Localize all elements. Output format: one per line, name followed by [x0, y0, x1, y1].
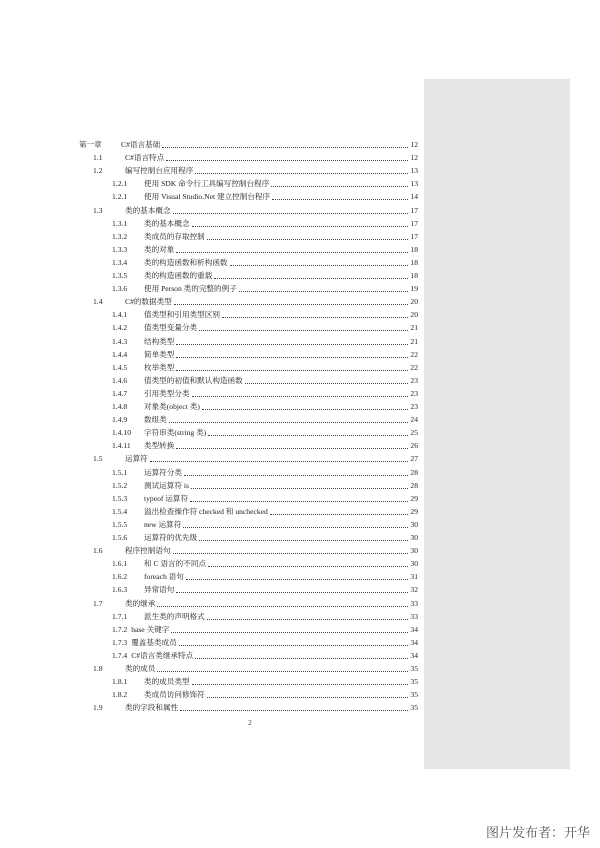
toc-entry[interactable]: [112, 583, 418, 596]
toc-entry-number: 1.4.1: [112, 310, 128, 320]
toc-entry-number: 1.4.7: [112, 388, 128, 398]
toc-dot-leader: [166, 160, 408, 161]
toc-entry[interactable]: [112, 190, 418, 203]
toc-entry[interactable]: [112, 256, 418, 269]
toc-entry-page: 21: [410, 323, 418, 333]
toc-entry[interactable]: [112, 243, 418, 256]
toc-entry-title: 字符串类(string 类): [144, 428, 207, 438]
toc-entry-page: 18: [410, 271, 418, 280]
toc-dot-leader: [195, 658, 408, 659]
toc-entry[interactable]: [112, 439, 418, 452]
toc-entry-number: 1.7.4: [112, 650, 128, 660]
toc-entry[interactable]: [112, 269, 418, 282]
toc-entry-title: foreach 语句: [144, 572, 184, 582]
toc-entry-page: 23: [410, 402, 418, 411]
toc-entry-page: 17: [410, 218, 418, 228]
toc-entry[interactable]: [112, 492, 418, 505]
toc-entry-page: 34: [410, 624, 418, 634]
toc-entry-number: 1.3.5: [112, 271, 128, 280]
toc-dot-leader: [157, 671, 408, 672]
toc-entry[interactable]: [112, 466, 418, 479]
toc-entry-page: 17: [410, 205, 418, 215]
toc-entry[interactable]: [112, 557, 418, 570]
toc-entry-number: 1.6.3: [112, 585, 128, 595]
toc-dot-leader: [222, 317, 408, 318]
comment-sidebar: [424, 79, 570, 769]
toc-dot-leader: [191, 488, 408, 489]
toc-entry[interactable]: [112, 610, 418, 623]
toc-dot-leader: [179, 645, 409, 646]
toc-entry-title: C#的数据类型: [125, 297, 172, 307]
toc-entry-page: 34: [410, 650, 418, 660]
toc-entry-title: C#语言基础: [121, 140, 161, 149]
toc-entry-page: 22: [410, 362, 418, 372]
toc-entry-number: 1.4.6: [112, 375, 128, 385]
toc-entry-title: 结构类型: [144, 336, 175, 346]
toc-entry-title: 使用 Visual Studio.Net 建立控制台程序: [144, 192, 271, 202]
toc-entry-number: 1.6.1: [112, 559, 128, 569]
toc-entry[interactable]: [112, 308, 418, 321]
toc-entry-page: 33: [410, 598, 418, 608]
toc-dot-leader: [214, 278, 408, 279]
toc-entry-page: 30: [410, 519, 418, 529]
toc-dot-leader: [169, 422, 409, 423]
toc-dot-leader: [192, 396, 409, 397]
toc-dot-leader: [176, 252, 408, 253]
toc-entry[interactable]: [93, 204, 418, 217]
toc-entry-title: 测试运算符 is: [144, 480, 189, 490]
toc-entry[interactable]: [112, 649, 418, 662]
toc-entry-page: 33: [410, 611, 418, 621]
toc-entry-title: 使用 SDK 命令行工具编写控制台程序: [144, 179, 270, 189]
toc-entry-title: 类的字段和属性: [125, 703, 179, 713]
toc-entry-number: 1.7: [93, 598, 103, 608]
toc-entry-number: 1.8.2: [112, 690, 128, 700]
toc-entry[interactable]: [112, 387, 418, 400]
toc-dot-leader: [176, 592, 408, 593]
toc-entry-number: 1.4.9: [112, 415, 128, 425]
toc-entry[interactable]: [112, 321, 418, 334]
toc-entry-number: 1.5.2: [112, 480, 128, 490]
toc-entry-title: 数组类: [144, 415, 167, 425]
toc-dot-leader: [190, 501, 408, 502]
toc-entry-page: 32: [410, 585, 418, 595]
toc-dot-leader: [271, 186, 408, 187]
page-number: 2: [248, 719, 252, 727]
toc-entry-page: 23: [410, 388, 418, 398]
toc-entry-number: 1.5.4: [112, 506, 128, 516]
toc-dot-leader: [195, 173, 408, 174]
toc-entry-page: 35: [410, 664, 418, 673]
toc-entry-page: 30: [410, 533, 418, 542]
toc-dot-leader: [173, 553, 409, 554]
toc-entry-page: 35: [410, 677, 418, 687]
toc-entry-number: 1.4.5: [112, 362, 128, 372]
toc-entry-number: 1.3.3: [112, 244, 128, 254]
toc-entry-number: 第一章: [79, 140, 102, 149]
toc-dot-leader: [174, 304, 409, 305]
toc-dot-leader: [186, 579, 409, 580]
toc-entry-page: 17: [410, 231, 418, 241]
toc-entry[interactable]: [93, 452, 418, 465]
toc-entry-title: 类成员的存取控制: [144, 231, 205, 241]
toc-entry-page: 23: [410, 375, 418, 385]
toc-entry-number: 1.9: [93, 703, 103, 713]
toc-entry-page: 29: [410, 493, 418, 503]
toc-entry-page: 22: [410, 349, 418, 359]
toc-entry-page: 13: [410, 179, 418, 189]
toc-entry-title: 类型转换: [144, 441, 175, 451]
toc-entry-number: 1.4.4: [112, 349, 128, 359]
toc-entry-page: 12: [410, 140, 418, 149]
toc-dot-leader: [207, 619, 409, 620]
toc-entry-title: 类的继承: [125, 598, 156, 608]
toc-entry[interactable]: [112, 230, 418, 243]
toc-entry-number: 1.2.1: [112, 192, 128, 202]
toc-entry-page: 30: [410, 559, 418, 569]
toc-entry[interactable]: [112, 177, 418, 190]
toc-entry-number: 1.2.1: [112, 179, 128, 189]
toc-entry-page: 18: [410, 244, 418, 254]
toc-entry-page: 31: [410, 572, 418, 582]
toc-entry-title: C#语言特点: [125, 153, 165, 163]
toc-entry-title: 枚举类型: [144, 362, 175, 372]
toc-entry-number: 1.3.2: [112, 231, 128, 241]
toc-entry-number: 1.4.8: [112, 402, 128, 411]
toc-entry-title: C#语言类继承特点: [131, 650, 194, 660]
toc-dot-leader: [192, 684, 409, 685]
toc-dot-leader: [173, 213, 409, 214]
toc-entry-title: 值类型的初值和默认构造函数: [144, 375, 243, 385]
toc-entry-title: 溢出检查操作符 checked 和 unchecked: [144, 506, 268, 516]
toc-entry-number: 1.3.6: [112, 284, 128, 294]
toc-entry[interactable]: [112, 426, 418, 439]
toc-entry-page: 28: [410, 480, 418, 490]
publisher-watermark: 图片发布者：开华: [485, 826, 590, 841]
toc-entry-number: 1.1: [93, 153, 103, 163]
toc-dot-leader: [270, 514, 409, 515]
toc-entry-title: 引用类型分类: [144, 388, 190, 398]
toc-entry[interactable]: [93, 662, 418, 675]
toc-dot-leader: [176, 370, 408, 371]
toc-entry[interactable]: [112, 675, 418, 688]
toc-entry-number: 1.8.1: [112, 677, 128, 687]
toc-entry-number: 1.5.6: [112, 533, 128, 542]
toc-entry-title: 覆盖基类成员: [131, 637, 177, 647]
toc-entry-title: 运算符的优先级: [144, 533, 198, 542]
toc-entry-page: 14: [410, 192, 418, 202]
toc-entry-number: 1.8: [93, 664, 103, 673]
toc-entry-title: 类的构造函数的重载: [144, 271, 213, 280]
toc-entry-number: 1.6.2: [112, 572, 128, 582]
toc-entry-number: 1.7.2: [112, 624, 128, 634]
toc-entry-page: 18: [410, 257, 418, 267]
toc-entry-title: base 关键字: [131, 624, 170, 634]
toc-entry-title: typeof 运算符: [144, 493, 189, 503]
toc-entry-page: 29: [410, 506, 418, 516]
toc-entry-title: 类的对象: [144, 244, 175, 254]
toc-entry-number: 1.5.1: [112, 467, 128, 477]
toc-entry-title: 运算符: [125, 454, 148, 464]
toc-entry[interactable]: [112, 335, 418, 348]
toc-entry-title: 和 C 语言的不同点: [144, 559, 207, 569]
toc-entry-number: 1.4.11: [112, 441, 131, 451]
toc-entry-title: 使用 Person 类的完整的例子: [144, 284, 237, 294]
toc-entry[interactable]: [112, 518, 418, 531]
toc-entry-number: 1.5: [93, 454, 103, 464]
toc-entry-page: 24: [410, 415, 418, 425]
toc-entry[interactable]: [112, 479, 418, 492]
toc-dot-leader: [207, 697, 409, 698]
toc-dot-leader: [176, 357, 408, 358]
toc-entry[interactable]: [112, 531, 418, 544]
toc-entry-page: 13: [410, 166, 418, 176]
toc-entry-title: 类的成员: [125, 664, 156, 673]
toc-entry-title: 类的构造函数和析构函数: [144, 257, 228, 267]
toc-entry-number: 1.4.3: [112, 336, 128, 346]
toc-entry-page: 27: [410, 454, 418, 464]
toc-entry[interactable]: [112, 688, 418, 701]
toc-entry[interactable]: [112, 570, 418, 583]
toc-dot-leader: [150, 461, 409, 462]
toc-dot-leader: [202, 409, 409, 410]
toc-dot-leader: [199, 540, 408, 541]
toc-dot-leader: [157, 606, 408, 607]
toc-dot-leader: [162, 147, 408, 148]
toc-entry-number: 1.5.5: [112, 519, 128, 529]
toc-entry-page: 34: [410, 637, 418, 647]
toc-entry[interactable]: [112, 636, 418, 649]
toc-dot-leader: [208, 566, 408, 567]
toc-entry[interactable]: [79, 138, 418, 151]
toc-entry[interactable]: [112, 282, 418, 295]
toc-entry[interactable]: [112, 348, 418, 361]
toc-entry-page: 26: [410, 441, 418, 451]
toc-entry-title: 编写控制台应用程序: [125, 166, 194, 176]
toc-entry-title: 派生类的声明格式: [144, 611, 205, 621]
toc-entry-title: 值类型变量分类: [144, 323, 198, 333]
toc-entry-number: 1.7.1: [112, 611, 128, 621]
toc-entry-page: 35: [410, 703, 418, 713]
toc-entry-number: 1.4: [93, 297, 103, 307]
toc-entry[interactable]: [93, 164, 418, 177]
toc-entry-page: 20: [410, 297, 418, 307]
toc-entry-title: 类的成员类型: [144, 677, 190, 687]
toc-entry-page: 30: [410, 546, 418, 556]
toc-entry[interactable]: [93, 295, 418, 308]
toc-entry-title: 运算符分类: [144, 467, 182, 477]
toc-dot-leader: [184, 475, 408, 476]
toc-entry-title: 类成员访问修饰符: [144, 690, 205, 700]
toc-dot-leader: [272, 199, 408, 200]
toc-entry-title: 值类型和引用类型区别: [144, 310, 220, 320]
toc-dot-leader: [171, 632, 408, 633]
toc-entry[interactable]: [112, 623, 418, 636]
toc-dot-leader: [208, 435, 408, 436]
toc-entry[interactable]: [112, 505, 418, 518]
toc-entry-number: 1.3.1: [112, 218, 128, 228]
toc-entry[interactable]: [93, 597, 418, 610]
toc-entry-number: 1.3.4: [112, 257, 128, 267]
toc-dot-leader: [199, 330, 408, 331]
toc-entry-page: 19: [410, 284, 418, 294]
toc-entry-page: 25: [410, 428, 418, 438]
toc-dot-leader: [176, 448, 408, 449]
toc-entry[interactable]: [112, 413, 418, 426]
toc-entry-number: 1.2: [93, 166, 103, 176]
toc-entry[interactable]: [112, 374, 418, 387]
toc-dot-leader: [230, 265, 409, 266]
toc-entry-title: 程序控制语句: [125, 546, 171, 556]
toc-dot-leader: [192, 226, 409, 227]
toc-entry[interactable]: [93, 544, 418, 557]
toc-entry[interactable]: [112, 217, 418, 230]
toc-dot-leader: [245, 383, 409, 384]
toc-dot-leader: [239, 291, 409, 292]
toc-entry[interactable]: [93, 701, 418, 714]
toc-entry-number: 1.7.3: [112, 637, 128, 647]
toc-entry-title: new 运算符: [144, 519, 182, 529]
toc-dot-leader: [183, 527, 408, 528]
toc-entry-title: 简单类型: [144, 349, 175, 359]
toc-entry-page: 21: [410, 336, 418, 346]
toc-entry-number: 1.4.10: [112, 428, 131, 438]
toc-entry[interactable]: [93, 151, 418, 164]
toc-entry-title: 类的基本概念: [144, 218, 190, 228]
toc-entry-number: 1.6: [93, 546, 103, 556]
toc-dot-leader: [180, 710, 408, 711]
toc-entry-page: 28: [410, 467, 418, 477]
toc-dot-leader: [207, 239, 409, 240]
toc-entry-title: 对象类(object 类): [144, 402, 200, 411]
toc-entry[interactable]: [112, 400, 418, 413]
toc-entry-number: 1.4.2: [112, 323, 128, 333]
toc-dot-leader: [176, 344, 408, 345]
toc-entry-page: 20: [410, 310, 418, 320]
toc-entry-page: 35: [410, 690, 418, 700]
toc-entry-title: 异常语句: [144, 585, 175, 595]
toc-entry-page: 12: [410, 153, 418, 163]
toc-entry-number: 1.3: [93, 205, 103, 215]
toc-entry[interactable]: [112, 361, 418, 374]
toc-entry-number: 1.5.3: [112, 493, 128, 503]
toc-entry-title: 类的基本概念: [125, 205, 171, 215]
